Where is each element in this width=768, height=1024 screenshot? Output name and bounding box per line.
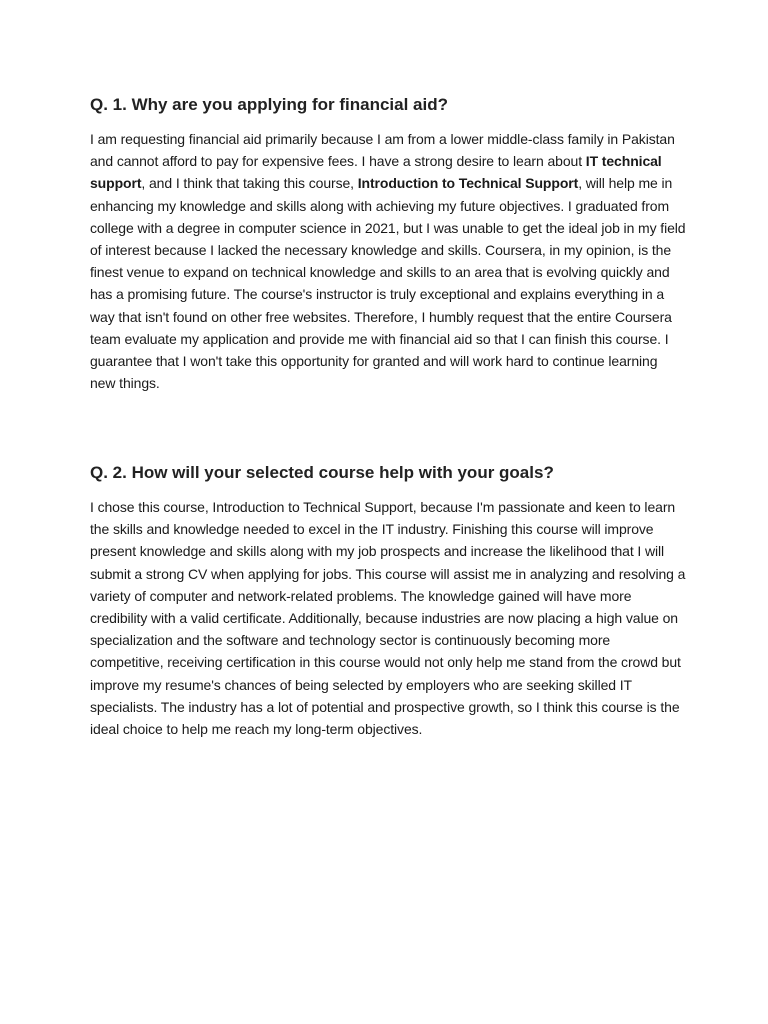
question-2-answer: I chose this course, Introduction to Technical Support, because I'm passionate and keen to learn the skills and knowledge needed to excel in the IT industry. Finishing this course will improve present knowledge and skills along with my job prospects and increase the likelihood that I will submit a strong CV when applying for jobs. This course will assist me in analyzing and resolving a variety of computer and network-related problems. The knowledge gained will have more credibility with a valid certificate. Additionally, because industries are now placing a high value on specialization and the software and technology sector is continuously becoming more competitive, receiving certification in this course would not only help me stand from the crowd but improve my resume's chances of being selected by employers who are seeking skilled IT specialists. The industry has a lot of potential and prospective growth, so I think this course is the ideal choice to help me reach my long-term objectives.	[90, 499, 686, 738]
answer-1-text-c: , will help me in enhancing my knowledge and skills along with achieving my future objectives. I graduated from college with a degree in computer science in 2021, but I was unable to get the ideal job in my field of interest because I lacked the necessary knowledge and skills. Coursera, in my opinion, is the finest venue to expand on technical knowledge and skills to an area that is evolving quickly and has a promising future. The course's instructor is truly exceptional and explains everything in a way that isn't found on other free websites. Therefore, I humbly request that the entire Coursera team evaluate my application and provide me with financial aid so that I can finish this course. I guarantee that I won't take this opportunity for granted and will work hard to continue learning new things.	[90, 175, 686, 392]
answer-1-text-a: I am requesting financial aid primarily because I am from a lower middle-class family in Pakistan and cannot afford to pay for expensive fees. I have a strong desire to learn about	[90, 131, 675, 170]
question-1-answer	[90, 128, 686, 394]
question-1-heading: Q. 1. Why are you applying for financial aid?	[90, 95, 449, 114]
question-2-section	[90, 460, 686, 740]
question-1-section	[90, 92, 686, 394]
answer-1-text-b: , and I think that taking this course,	[141, 175, 358, 192]
document-page	[90, 92, 686, 738]
answer-1-bold-b: Introduction to Technical Support	[357, 175, 579, 192]
answer-1-bold-a: IT technical support	[90, 153, 662, 192]
question-2-heading: Q. 2. How will your selected course help with your goals?	[90, 463, 554, 482]
